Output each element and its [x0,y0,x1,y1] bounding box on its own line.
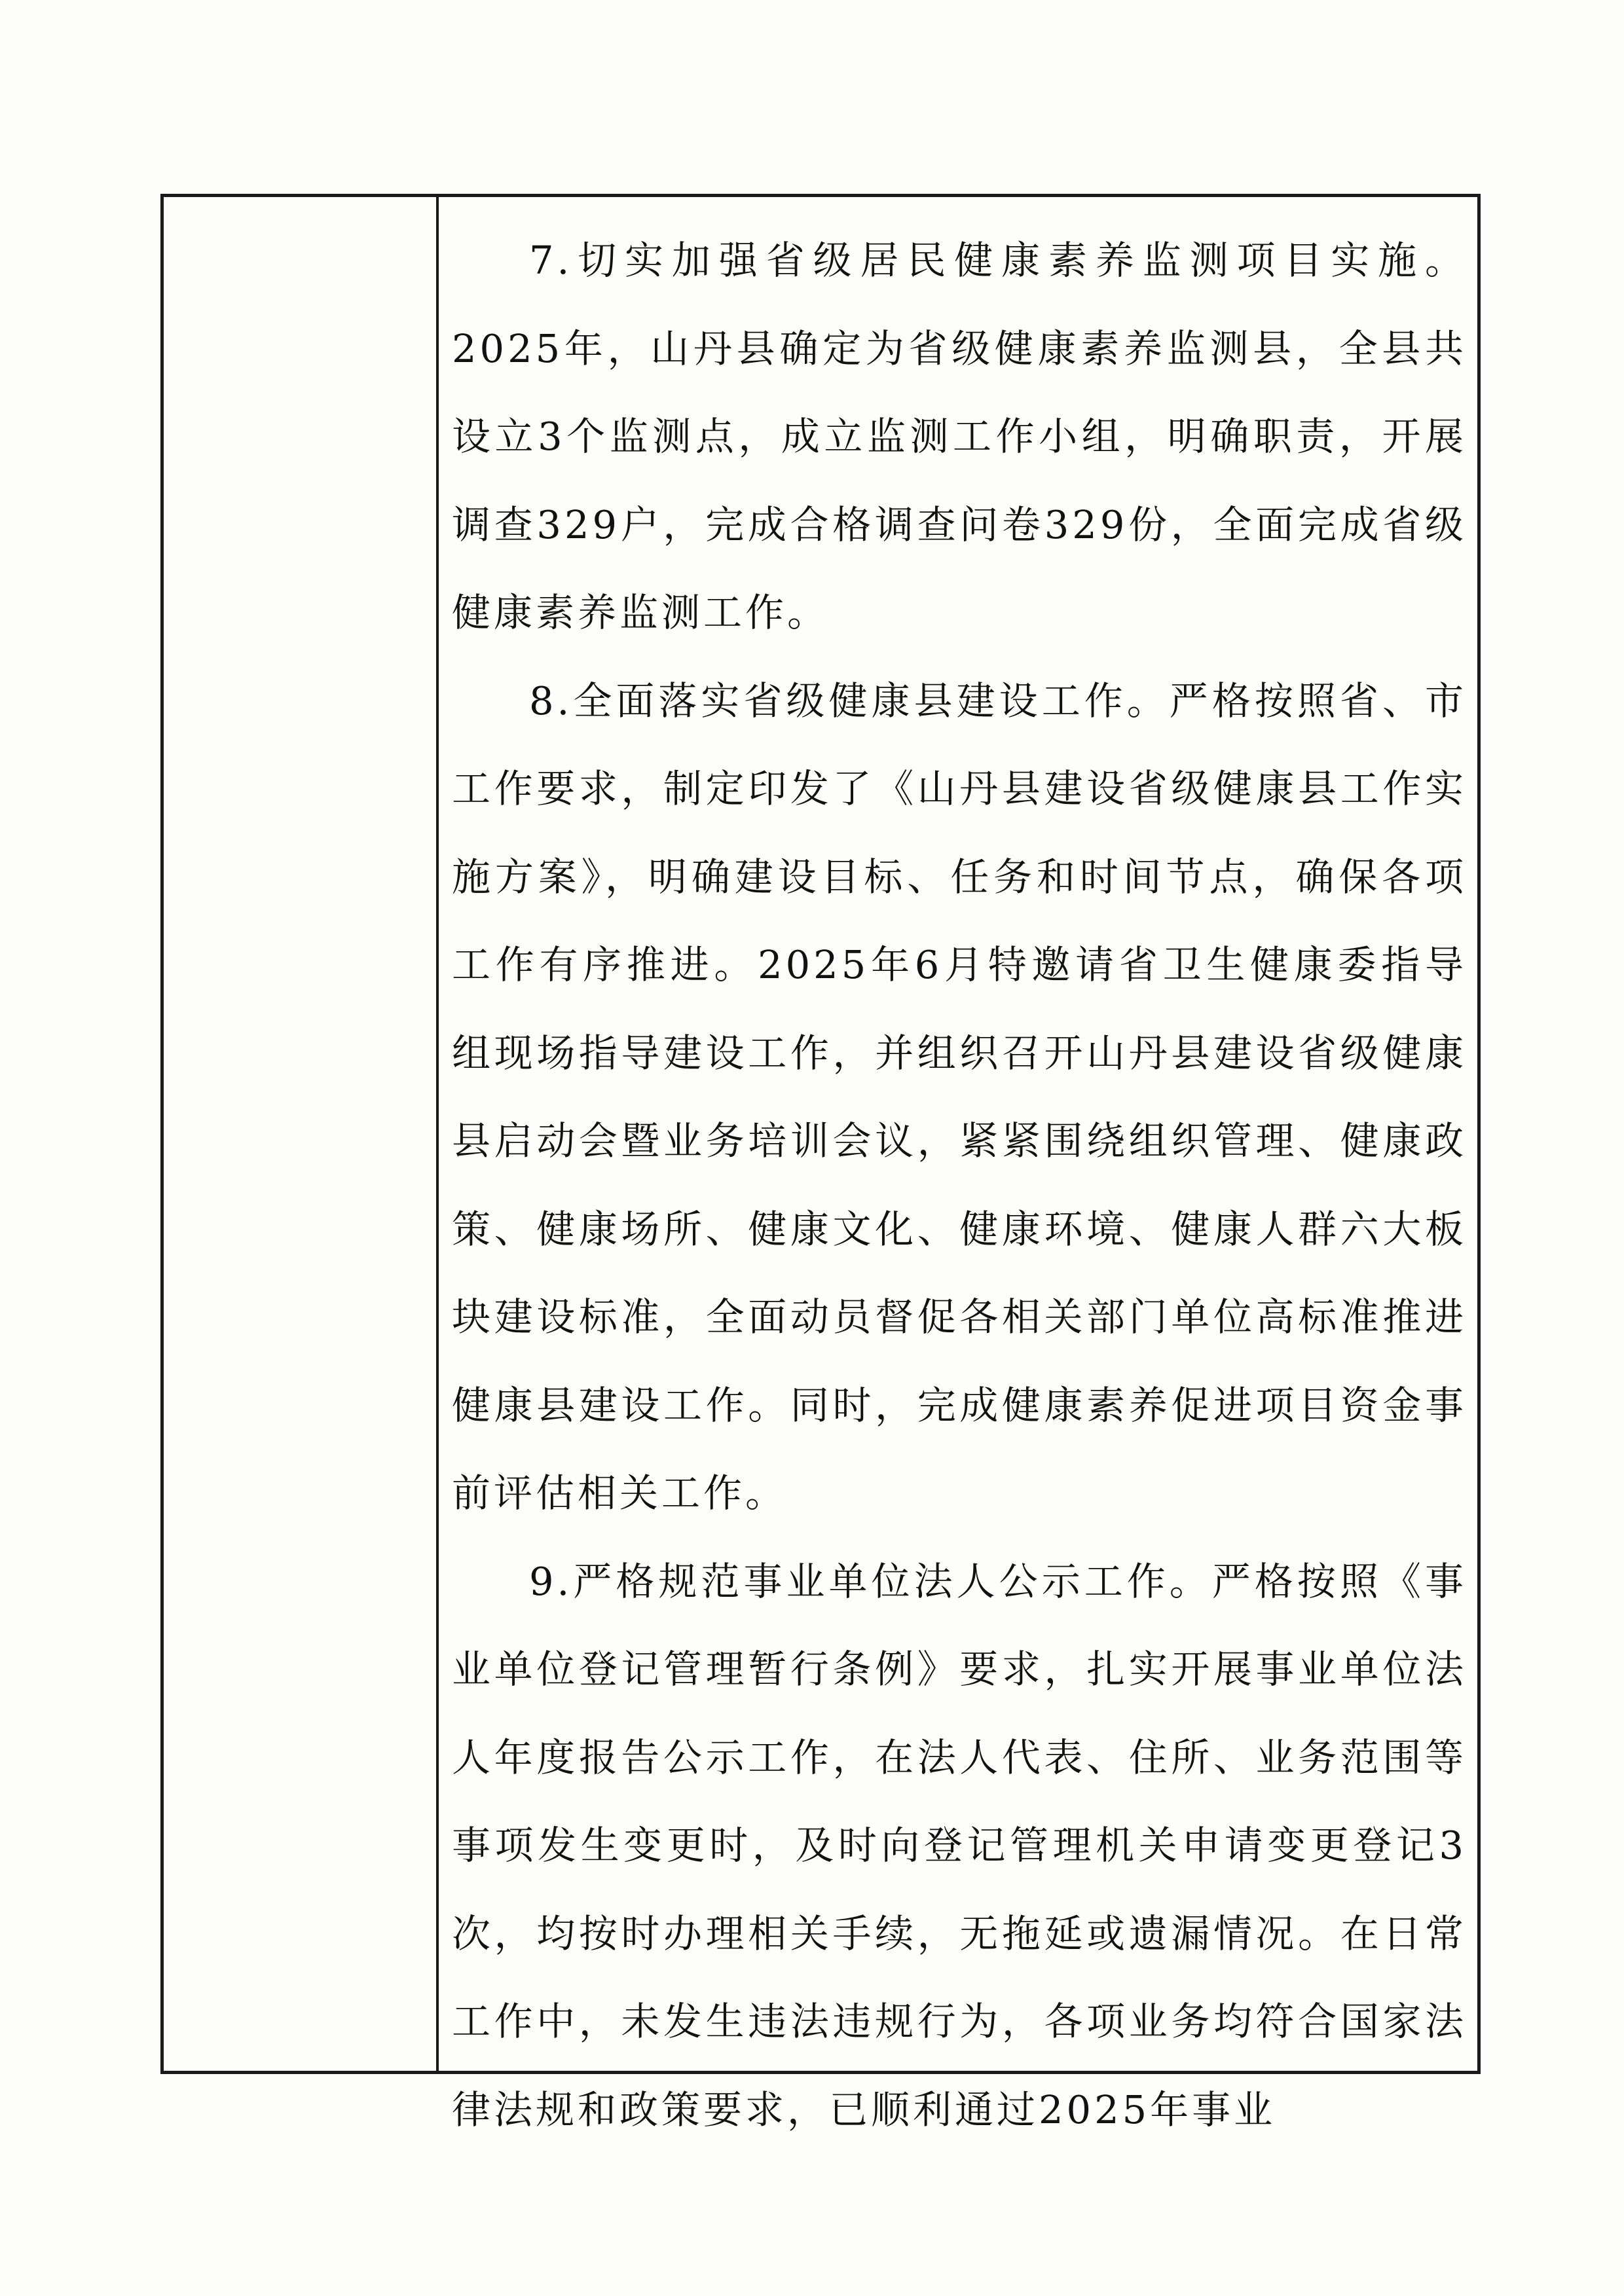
table-label-cell [164,197,439,2071]
report-table [160,194,1481,2132]
paragraph-item-7: 7.切实加强省级居民健康素养监测项目实施。2025年，山丹县确定为省级健康素养监测县，全县共设立3个监测点，成立监测工作小组，明确职责，开展调查329户，完成合格调查问卷329份，全面完成省级健康素养监测工作。 [452,238,1467,635]
paragraph-item-8: 8.全面落实省级健康县建设工作。严格按照省、市工作要求，制定印发了《山丹县建设省级健康县工作实施方案》，明确建设目标、任务和时间节点，确保各项工作有序推进。2025年6月特邀请省卫生健康委指导组现场指导建设工作，并组织召开山丹县建设省级健康县启动会暨业务培训会议，紧紧围绕组织管理、健康政策、健康场所、健康文化、健康环境、健康人群六大板块建设标准，全面动员督促各相关部门单位高标准推进健康县建设工作。同时，完成健康素养促进项目资金事前评估相关工作。 [452,678,1467,1516]
paragraph-item-9: 9.严格规范事业单位法人公示工作。严格按照《事业单位登记管理暂行条例》要求，扎实开展事业单位法人年度报告公示工作，在法人代表、住所、业务范围等事项发生变更时，及时向登记管理机关申请变更登记3次，均按时办理相关手续，无拖延或遗漏情况。在日常工作中，未发生违法违规行为，各项业务均符合国家法律法规和政策要求，已顺利通过2025年事业 [452,1558,1467,2132]
table-content-cell [452,217,1467,2132]
